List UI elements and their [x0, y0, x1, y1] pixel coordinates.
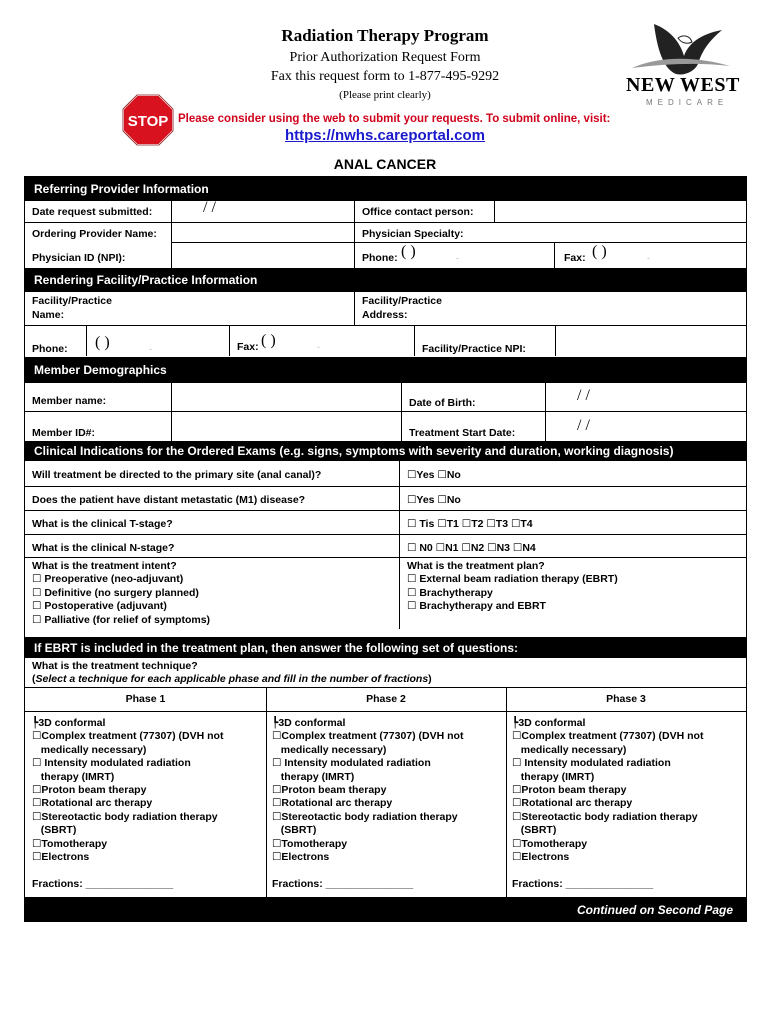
- logo-sub: MEDICARE: [646, 98, 729, 107]
- referring-fax-field[interactable]: ( ): [592, 243, 607, 260]
- facility-fax-field[interactable]: ( ): [261, 332, 276, 349]
- form-subtitle: Prior Authorization Request Form: [289, 50, 481, 65]
- clinical-a2[interactable]: ☐Yes ☐No: [407, 494, 461, 506]
- print-note: (Please print clearly): [339, 89, 431, 101]
- date-submitted-label: Date request submitted:: [32, 206, 153, 218]
- facility-name-label-2: Name:: [32, 309, 65, 321]
- phase1-techniques[interactable]: ┡3D conformal ☐Complex treatment (77307) (DVH not medically necessary) ☐ Intensity modulated radiation therapy (IMRT) ☐Proton beam therapy ☐Rotational arc therapy ☐Stereotactic body radiation therapy (SBRT) ☐Tomotherapy ☐Electrons: [32, 717, 224, 864]
- referring-fax-dash: -: [647, 253, 650, 263]
- fax-line: Fax this request form to 1-877-495-9292: [270, 69, 500, 84]
- phase2-techniques[interactable]: ┡3D conformal ☐Complex treatment (77307) (DVH not medically necessary) ☐ Intensity modulated radiation therapy (IMRT) ☐Proton beam therapy ☐Rotational arc therapy ☐Stereotactic body radiation therapy (SBRT) ☐Tomotherapy ☐Electrons: [272, 717, 464, 864]
- technique-instruction: (Select a technique for each applicable phase and fill in the number of fractions): [32, 673, 432, 685]
- authorization-form: [24, 176, 747, 922]
- section-clinical: Clinical Indications for the Ordered Exams (e.g. signs, symptoms with severity and duration, working diagnosis): [25, 441, 746, 461]
- web-notice: Please consider using the web to submit your requests. To submit online, visit:: [178, 113, 611, 125]
- physician-id-label: Physician ID (NPI):: [32, 252, 126, 264]
- office-contact-label: Office contact person:: [362, 206, 474, 218]
- treatment-intent-options[interactable]: What is the treatment intent? ☐ Preoperative (neo-adjuvant) ☐ Definitive (no surgery planned) ☐ Postoperative (adjuvant) ☐ Palliative (for relief of symptoms): [32, 560, 211, 626]
- treatment-start-field[interactable]: / /: [577, 417, 590, 434]
- facility-fax-label: Fax:: [237, 341, 259, 353]
- member-name-label: Member name:: [32, 395, 107, 407]
- dob-label: Date of Birth:: [409, 397, 476, 409]
- referring-phone-dash: -: [456, 253, 459, 263]
- dob-field[interactable]: / /: [577, 387, 590, 404]
- section-member: Member Demographics: [25, 357, 746, 383]
- form-header: [0, 0, 770, 175]
- facility-address-label-1: Facility/Practice: [362, 295, 442, 307]
- section-rendering: Rendering Facility/Practice Information: [25, 268, 746, 292]
- logo-name: NEW WEST: [626, 74, 740, 96]
- facility-name-label-1: Facility/Practice: [32, 295, 112, 307]
- continued-footer: Continued on Second Page: [25, 897, 746, 922]
- treatment-start-label: Treatment Start Date:: [409, 427, 516, 439]
- form-title: Radiation Therapy Program: [281, 26, 489, 45]
- referring-phone-label: Phone:: [362, 252, 398, 264]
- section-referring: Referring Provider Information: [25, 177, 746, 201]
- section-ebrt: If EBRT is included in the treatment plan, then answer the following set of questions:: [25, 637, 746, 658]
- facility-phone-dash: -: [149, 344, 152, 354]
- phase2-header: Phase 2: [366, 693, 406, 705]
- treatment-plan-options[interactable]: What is the treatment plan? ☐ External beam radiation therapy (EBRT) ☐ Brachytherapy ☐ Brachytherapy and EBRT: [407, 560, 618, 613]
- phase2-fractions[interactable]: Fractions: _______________: [272, 878, 414, 890]
- clinical-q2: Does the patient have distant metastatic (M1) disease?: [32, 494, 306, 506]
- clinical-a3[interactable]: ☐ Tis ☐T1 ☐T2 ☐T3 ☐T4: [407, 518, 533, 530]
- referring-fax-label: Fax:: [564, 252, 586, 264]
- phase3-header: Phase 3: [606, 693, 646, 705]
- stop-label: STOP: [127, 113, 169, 130]
- facility-phone-label: Phone:: [32, 343, 68, 355]
- clinical-q4: What is the clinical N-stage?: [32, 542, 175, 554]
- phase1-fractions[interactable]: Fractions: _______________: [32, 878, 174, 890]
- careportal-link[interactable]: https://nwhs.careportal.com: [284, 127, 486, 144]
- phase1-header: Phase 1: [125, 693, 166, 705]
- ordering-provider-label: Ordering Provider Name:: [32, 228, 157, 240]
- facility-phone-field[interactable]: ( ): [95, 334, 110, 351]
- member-id-label: Member ID#:: [32, 427, 96, 439]
- clinical-q3: What is the clinical T-stage?: [32, 518, 173, 530]
- phase3-techniques[interactable]: ┡3D conformal ☐Complex treatment (77307) (DVH not medically necessary) ☐ Intensity modulated radiation therapy (IMRT) ☐Proton beam therapy ☐Rotational arc therapy ☐Stereotactic body radiation therapy (SBRT) ☐Tomotherapy ☐Electrons: [512, 717, 704, 864]
- physician-specialty-label: Physician Specialty:: [362, 228, 464, 240]
- facility-fax-dash: -: [317, 342, 320, 352]
- date-submitted-field[interactable]: / /: [203, 199, 216, 216]
- facility-npi-label: Facility/Practice NPI:: [422, 343, 526, 355]
- clinical-a1[interactable]: ☐Yes ☐No: [407, 469, 461, 481]
- clinical-q1: Will treatment be directed to the primary site (anal canal)?: [32, 469, 322, 481]
- technique-question: What is the treatment technique?: [32, 660, 198, 672]
- form-heading: ANAL CANCER: [333, 156, 437, 172]
- facility-address-label-2: Address:: [362, 309, 408, 321]
- clinical-a4[interactable]: ☐ N0 ☐N1 ☐N2 ☐N3 ☐N4: [407, 542, 536, 554]
- phase3-fractions[interactable]: Fractions: _______________: [512, 878, 654, 890]
- referring-phone-field[interactable]: ( ): [401, 243, 416, 260]
